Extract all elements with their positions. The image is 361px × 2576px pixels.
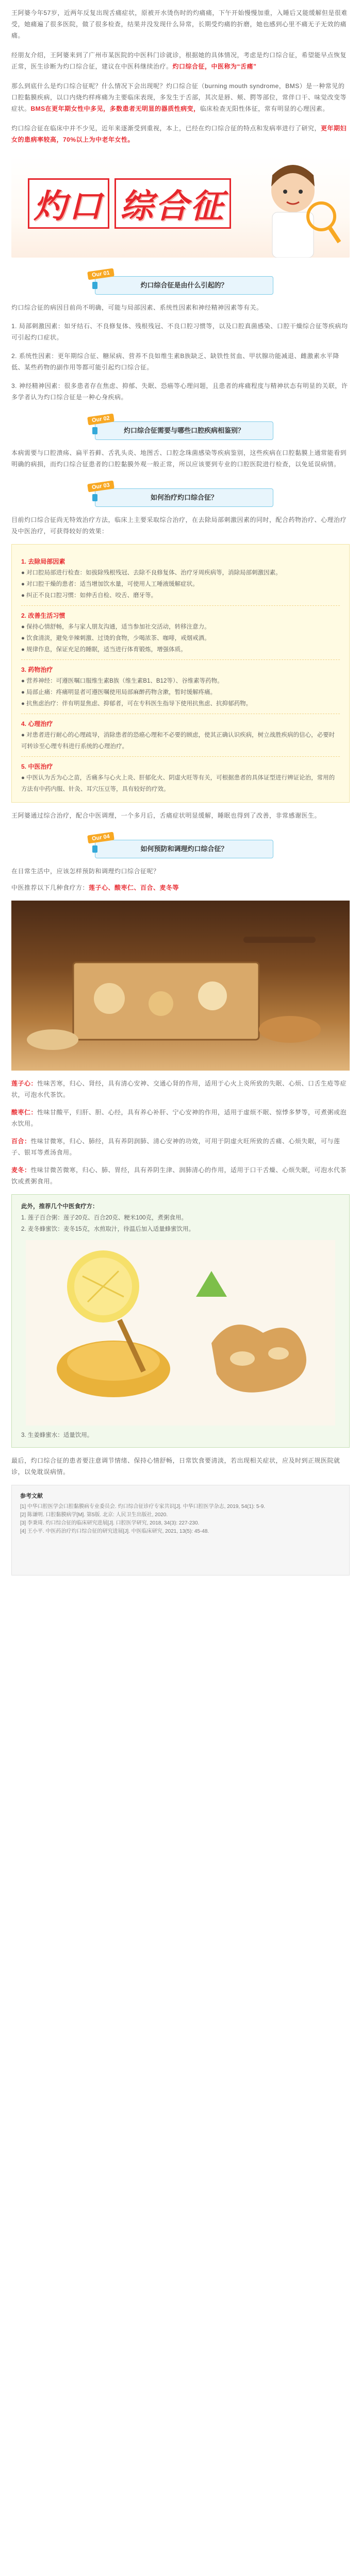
recipe-item: 1. 莲子百合粥：莲子20克、百合20克、粳米100克，煮粥食用。 [21,1215,188,1221]
cause-paragraph-2: 1. 局部刺激因素：如牙结石、不良修复体、残根残冠、不良口腔习惯等，以及口腔真菌感染、口腔干燥综合征等疾病均可引起灼口症状。 [11,323,348,341]
treat-head-5: 5. 中医治疗 [21,763,53,770]
recipe-box [11,1194,350,1448]
closing-paragraph: 最后，灼口综合征的患者要注意调节情绪、保持心情舒畅，日常饮食要清淡，若出现相关症状，应及时到正规医院就诊，以免耽误病情。 [11,1457,340,1476]
diff-paragraph: 本病需要与口腔溃疡、扁平苔藓、舌乳头炎、地图舌、口腔念珠菌感染等疾病鉴别，这些疾病在口腔黏膜上通常能看到明确的病损，而灼口综合征患者的口腔黏膜外观一般正常，所以应该要到专业的口腔医院进行检查，以免延误病情。 [11,449,347,468]
herb-4: 麦冬：性味甘微苦微寒，归心、肺、胃经，具有养阴生津、润肺清心的作用，适用于口干舌燥、心烦失眠，可泡水代茶饮或煮粥食用。 [11,1166,347,1185]
treat-item: ● 保持心情舒畅，多与家人朋友沟通，适当参加社交活动，转移注意力。 [21,624,210,630]
treat-head-4: 4. 心理治疗 [21,720,53,727]
recipe-title: 此外，推荐几个中医食疗方： [21,1204,99,1210]
intro-highlight: 灼口综合征，中医称为“舌痛” [172,63,257,70]
section-title: 灼口综合征需要与哪些口腔疾病相鉴别？ [95,421,273,440]
section-title: 灼口综合征是由什么引起的？ [95,276,273,295]
cause-paragraph-1: 灼口综合征的病因目前尚不明确，可能与局部因素、系统性因素和神经精神因素等有关。 [11,304,263,311]
treat-item: ● 营养神经：可遵医嘱口服维生素B族（维生素B1、B12等）、谷维素等药物。 [21,678,223,684]
recipe-item: 2. 麦冬蜂蜜饮：麦冬15克，水煎取汁，待温后加入适量蜂蜜饮用。 [21,1226,195,1232]
divider [21,605,340,606]
hero-title: 灼口 综合征 [28,178,236,229]
ginger-honey-illustration [26,1240,335,1426]
section-tag: Our 04 [87,832,114,844]
divider [21,756,340,757]
intro-paragraph-3: 那么到底什么是灼口综合征呢？什么情况下会出现呢？灼口综合征（burning mouth syndrome，BMS）是一种常见的口腔黏膜疾病，以口内烧灼样疼痛为主要临床表现，多发生于舌部，其次是唇、颊、腭等部位，常伴口干、味觉改变等症状。BMS在更年期女性中多见，多数患者无明显的器质性病变，临床检查无阳性体征，常有明显的心理因素。 [11,82,347,112]
reference-item: [1] 中华口腔医学会口腔黏膜病专业委员会. 灼口综合征诊疗专家共识[J]. 中华口腔医学杂志, 2019, 54(1): 5-9. [20,1504,266,1510]
treat-item: ● 中医认为舌为心之苗，舌痛多与心火上炎、肝郁化火、阴虚火旺等有关，可根据患者的具体证型进行辨证论治，常用的方法有中药内服、针灸、耳穴压豆等，具有较好的疗效。 [21,775,335,792]
section-tag: Our 02 [87,414,114,426]
treat-item: ● 抗焦虑治疗：伴有明显焦虑、抑郁者，可在专科医生指导下使用抗焦虑、抗抑郁药物。 [21,701,252,707]
references-title: 参考文献 [20,1493,43,1499]
herb-2: 酸枣仁：性味甘酸平，归肝、胆、心经，具有养心补肝、宁心安神的作用，适用于虚烦不眠、惊悸多梦等，可煮粥或泡水饮用。 [11,1109,347,1127]
treat-item: ● 对口腔局部进行检查：如拔除残根残冠、去除不良修复体、治疗牙周疾病等，消除局部刺激因素。 [21,570,282,576]
prevent-paragraph-2: 中医推荐以下几种食疗方：莲子心、酸枣仁、百合、麦冬等 [11,884,179,891]
references-box [11,1485,350,1575]
reference-item: [2] 陈谦明. 口腔黏膜病学[M]. 第5版. 北京: 人民卫生出版社, 2020. [20,1512,168,1518]
treatment-box [11,544,350,803]
section-header-4 [88,834,273,861]
section-tag: Our 01 [87,268,114,280]
intro-paragraph-4: 灼口综合征在临床中并不少见，近年来逐渐受到重视，本上，已经在灼口综合征的特点和发病率进行了研究，更年期妇女的患病率较高，70%以上为中老年女性。 [11,125,347,143]
herbs-photo [11,901,350,1071]
treat-head-3: 3. 药物治疗 [21,666,53,673]
recipe-item: 3. 生姜蜂蜜水：适量饮用。 [21,1432,93,1438]
section-title: 如何治疗灼口综合征？ [95,488,273,507]
prevent-paragraph-1: 在日常生活中，应该怎样预防和调理灼口综合征呢？ [11,868,160,875]
treat-item: ● 纠正不良口腔习惯：如伸舌自检、咬舌、磨牙等。 [21,592,157,599]
section-header-1 [88,270,273,298]
intro-highlight-3: 更年期妇女的患病率较高，70%以上为中老年女性。 [11,125,347,143]
herb-1: 莲子心：性味苦寒，归心、肾经，具有清心安神、交通心肾的作用，适用于心火上炎所致的失眠、心烦、口舌生疮等症状，可泡水代茶饮。 [11,1080,347,1098]
doctor-illustration [241,155,344,258]
section-header-2 [88,415,273,443]
treat-intro: 目前灼口综合征尚无特效治疗方法，临床上主要采取综合治疗，在去除局部刺激因素的同时，配合药物治疗、心理治疗及中医治疗，可获得较好的效果： [11,516,347,535]
treat-head-1: 1. 去除局部因素 [21,558,65,565]
hero-banner [11,155,350,258]
herb-3: 百合：性味甘微寒，归心、肺经，具有养阴润肺、清心安神的功效，可用于阴虚火旺所致的舌痛、心烦失眠，可与莲子、银耳等煮汤食用。 [11,1138,340,1156]
treat-item: ● 规律作息，保证充足的睡眠，适当进行体育锻炼，增强体质。 [21,647,187,653]
cause-paragraph-3: 2. 系统性因素：更年期综合征、糖尿病、营养不良如维生素B族缺乏、缺铁性贫血、甲状腺功能减退、雌激素水平降低、某些药物的副作用等都可能引起灼口综合征。 [11,352,339,371]
treat-item: ● 对患者进行耐心的心理疏导，消除患者的恐癌心理和不必要的顾虑，使其正确认识疾病，树立战胜疾病的信心，必要时可转诊至心理专科进行系统的心理治疗。 [21,732,335,750]
herbs-illustration [11,901,350,1071]
reference-item: [3] 李秉琦. 灼口综合征的临床研究进展[J]. 口腔医学研究, 2018, 34(3): 227-230. [20,1520,200,1526]
cause-paragraph-4: 3. 神经精神因素：很多患者存在焦虑、抑郁、失眠、恐癌等心理问题，且患者的疼痛程度与精神状态有明显的关联，许多学者认为灼口综合征是一种心身疾病。 [11,382,348,401]
section-header-3 [88,482,273,510]
section-title: 如何预防和调理灼口综合征？ [95,840,273,858]
treat-item: ● 局部止痛：疼痛明显者可遵医嘱使用局部麻醉药物含漱，暂时缓解疼痛。 [21,689,217,696]
intro-paragraph-2: 经朋友介绍，王阿婆来到了广州市某医院的中医科门诊就诊，根据她的具体情况，考虑是灼口综合征，希望能早点恢复正常，医生诊断为灼口综合征，建议在中医科继续治疗。灼口综合征，中医称为“舌痛” [11,52,347,70]
reference-item: [4] 王小平. 中医药治疗灼口综合征的研究进展[J]. 中医临床研究, 2021, 13(5): 45-48. [20,1529,209,1534]
divider [21,659,340,660]
section-tag: Our 03 [87,481,114,493]
intro-paragraph-1: 王阿婆今年57岁，近两年反复出现舌痛症状，原被开水烫伤时的灼痛痛，下午开始慢慢加重，入睡后又能缓解但是很难受，她痛遍了很多医院，做了很多检查，结果并没发现什么异常，长期受灼痛的折磨，她也感到心里不痛无子无效的痛痛。 [11,9,348,39]
treat-item: ● 饮食清淡，避免辛辣刺激、过烫的食物，少喝浓茶、咖啡，戒烟戒酒。 [21,635,210,641]
treat-head-2: 2. 改善生活习惯 [21,612,65,619]
treat-item: ● 对口腔干燥的患者：适当增加饮水量，可使用人工唾液缓解症状。 [21,581,199,587]
intro-highlight-2: BMS在更年期女性中多见，多数患者无明显的器质性病变， [30,105,200,112]
treat-outro: 王阿婆通过综合治疗，配合中医调理，一个多月后，舌痛症状明显缓解，睡眠也得到了改善，非常感谢医生。 [11,812,321,819]
